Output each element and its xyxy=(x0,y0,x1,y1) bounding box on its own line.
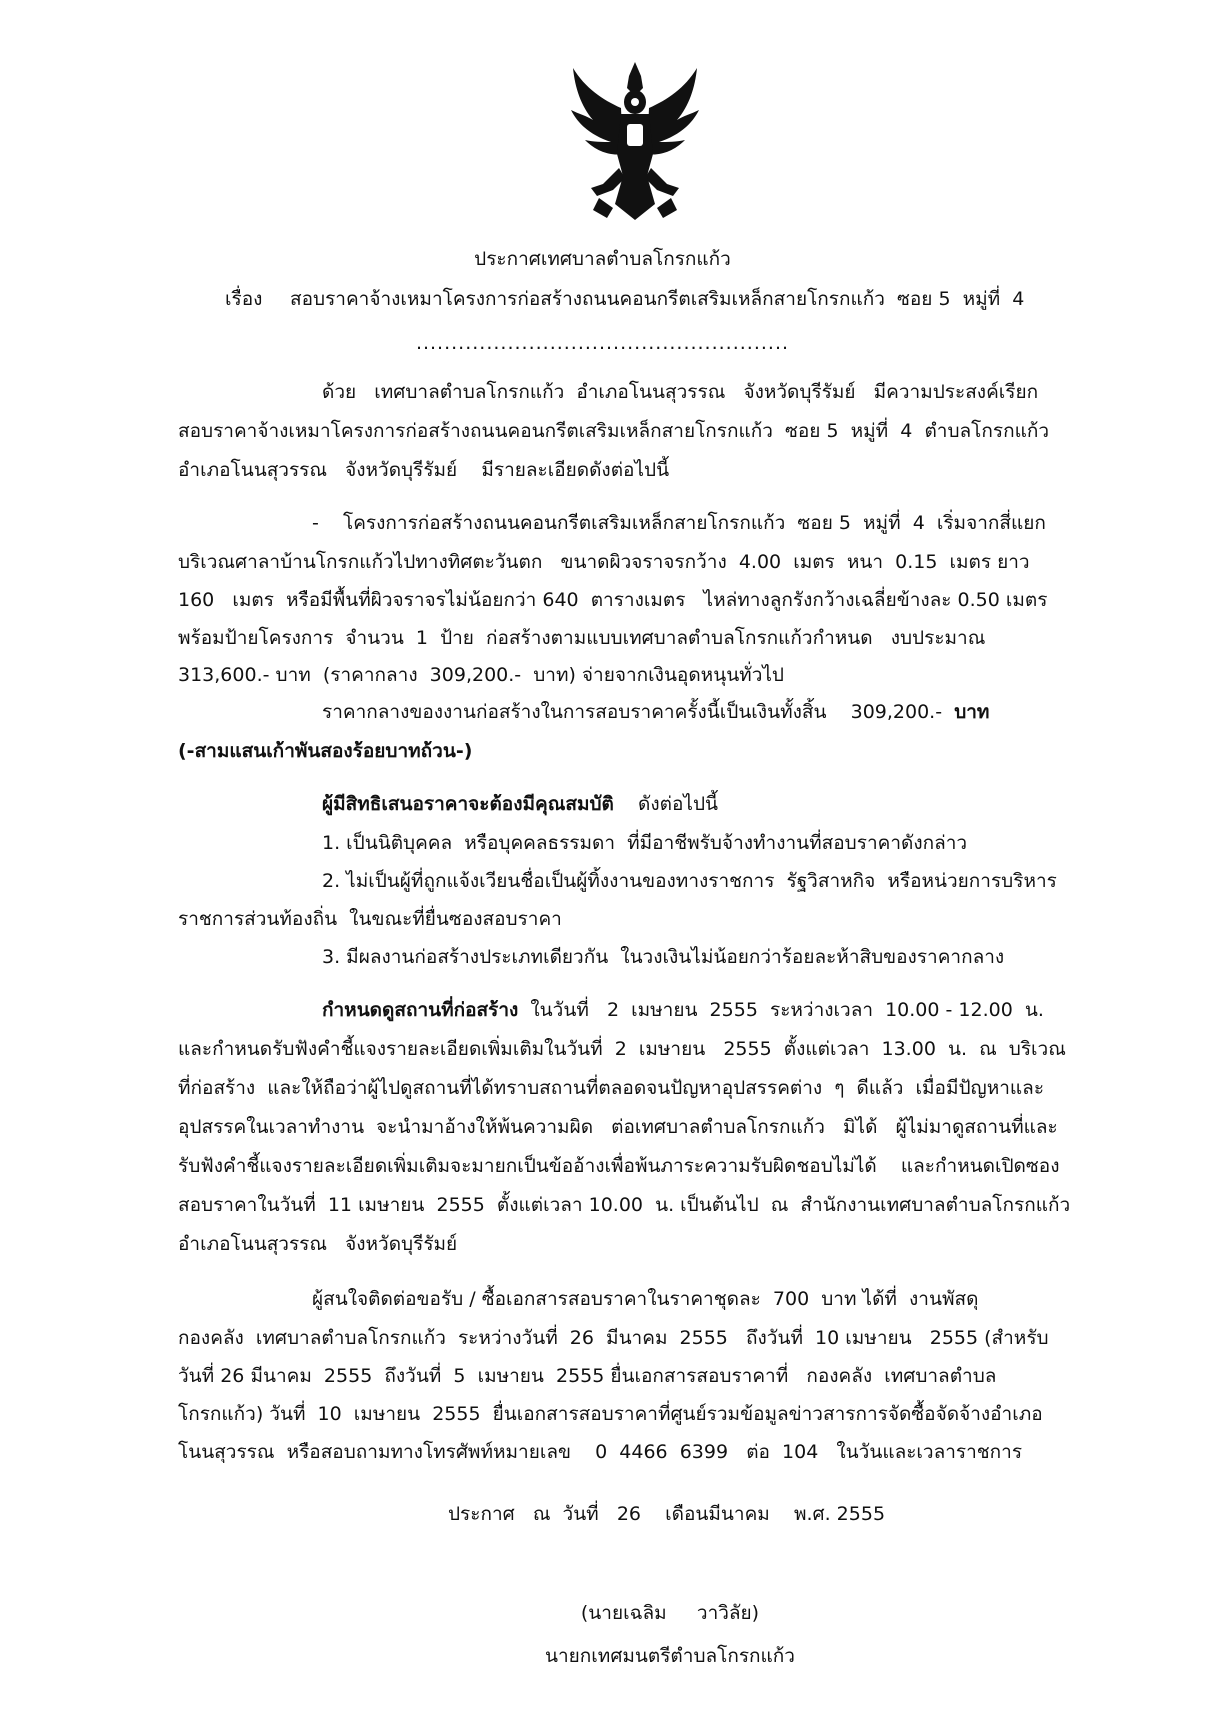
documents-line: โนนสุวรรณ หรือสอบถามทางโทรศัพท์หมายเลข 0 4466 6399 ต่อ 104 ในวันและเวลาราชการ xyxy=(178,1441,1023,1463)
qualifications-heading-line xyxy=(322,795,718,814)
site-visit-first-tail: ในวันที่ 2 เมษายน 2555 ระหว่างเวลา 10.00 - 12.00 น. xyxy=(530,999,1044,1021)
intro-line: ด้วย เทศบาลตำบลโกรกแก้ว อำเภอโนนสุวรรณ จังหวัดบุรีรัมย์ มีความประสงค์เรียก xyxy=(322,381,1039,403)
announce-date: ประกาศ ณ วันที่ 26 เดือนมีนาคม พ.ศ. 2555 xyxy=(448,1503,886,1525)
median-price-line xyxy=(322,703,989,722)
qualifications-heading: ผู้มีสิทธิเสนอราคาจะต้องมีคุณสมบัติ xyxy=(322,793,614,815)
qualification-item: 1. เป็นนิติบุคคล หรือบุคคลธรรมดา ที่มีอาชีพรับจ้างทำงานที่สอบราคาดังกล่าว xyxy=(322,832,968,854)
intro-line: อำเภอโนนสุวรรณ จังหวัดบุรีรัมย์ มีรายละเอียดดังต่อไปนี้ xyxy=(178,459,670,481)
site-visit-heading: กำหนดดูสถานที่ก่อสร้าง xyxy=(322,999,519,1021)
project-line: พร้อมป้ายโครงการ จำนวน 1 ป้าย ก่อสร้างตามแบบเทศบาลตำบลโกรกแก้วกำหนด งบประมาณ xyxy=(178,627,986,649)
subject-label: เรื่อง xyxy=(225,288,263,310)
site-visit-first-line xyxy=(322,1001,1044,1020)
median-price-text: ราคากลางของงานก่อสร้างในการสอบราคาครั้งนี้เป็นเงินทั้งสิ้น 309,200.- xyxy=(322,701,943,723)
page-title: ประกาศเทศบาลตำบลโกรกแก้ว xyxy=(474,248,731,270)
qualification-item: 3. มีผลงานก่อสร้างประเภทเดียวกัน ในวงเงินไม่น้อยกว่าร้อยละห้าสิบของราคากลาง xyxy=(322,946,1005,968)
documents-line: ผู้สนใจติดต่อขอรับ / ซื้อเอกสารสอบราคาในราคาชุดละ 700 บาท ได้ที่ งานพัสดุ xyxy=(312,1288,979,1310)
qualifications-heading-tail: ดังต่อไปนี้ xyxy=(638,793,719,815)
documents-line: โกรกแก้ว) วันที่ 10 เมษายน 2555 ยื่นเอกสารสอบราคาที่ศูนย์รวมข้อมูลข่าวสารการจัดซื้อจัดจ้างอำเภอ xyxy=(178,1403,1043,1425)
signatory-position: นายกเทศมนตรีตำบลโกรกแก้ว xyxy=(545,1645,795,1667)
site-visit-line: อุปสรรคในเวลาทำงาน จะนำมาอ้างให้พ้นความผิด ต่อเทศบาลตำบลโกรกแก้ว มิได้ ผู้ไม่มาดูสถานที่และ xyxy=(178,1116,1058,1138)
documents-line: วันที่ 26 มีนาคม 2555 ถึงวันที่ 5 เมษายน 2555 ยื่นเอกสารสอบราคาที่ กองคลัง เทศบาลตำบล xyxy=(178,1365,997,1387)
median-price-words: (-สามแสนเก้าพันสองร้อยบาทถ้วน-) xyxy=(178,740,473,762)
project-line: บริเวณศาลาบ้านโกรกแก้วไปทางทิศตะวันตก ขนาดผิวจราจรกว้าง 4.00 เมตร หนา 0.15 เมตร ยาว xyxy=(178,551,1030,573)
site-visit-line: และกำหนดรับฟังคำชี้แจงรายละเอียดเพิ่มเติมในวันที่ 2 เมษายน 2555 ตั้งแต่เวลา 13.00 น. ณ บริเวณ xyxy=(178,1038,1066,1060)
title-divider: ..................................................... xyxy=(415,332,790,354)
intro-line: สอบราคาจ้างเหมาโครงการก่อสร้างถนนคอนกรีตเสริมเหล็กสายโกรกแก้ว ซอย 5 หมู่ที่ 4 ตำบลโกรกแก้ว xyxy=(178,420,1050,442)
qualification-item: ราชการส่วนท้องถิ่น ในขณะที่ยื่นซองสอบราคา xyxy=(178,908,562,930)
garuda-emblem-icon xyxy=(563,58,708,230)
project-line: 313,600.- บาท (ราคากลาง 309,200.- บาท) จ่ายจากเงินอุดหนุนทั่วไป xyxy=(178,664,784,686)
site-visit-line: ที่ก่อสร้าง และให้ถือว่าผู้ไปดูสถานที่ได้ทราบสถานที่ตลอดจนปัญหาอุปสรรคต่าง ๆ ดีแล้ว เมื่อมีปัญหาและ xyxy=(178,1077,1045,1099)
qualification-item: 2. ไม่เป็นผู้ที่ถูกแจ้งเวียนชื่อเป็นผู้ทิ้งงานของทางราชการ รัฐวิสาหกิจ หรือหน่วยการบริหาร xyxy=(322,870,1057,892)
site-visit-line: อำเภอโนนสุวรรณ จังหวัดบุรีรัมย์ xyxy=(178,1233,458,1255)
median-price-unit: บาท xyxy=(954,701,990,723)
site-visit-line: รับฟังคำชี้แจงรายละเอียดเพิ่มเติมจะมายกเป็นข้ออ้างเพื่อพ้นภาระความรับผิดชอบไม่ได้ และกำหนดเปิดซอง xyxy=(178,1155,1060,1177)
project-line: - โครงการก่อสร้างถนนคอนกรีตเสริมเหล็กสายโกรกแก้ว ซอย 5 หมู่ที่ 4 เริ่มจากสี่แยก xyxy=(312,512,1046,534)
documents-line: กองคลัง เทศบาลตำบลโกรกแก้ว ระหว่างวันที่ 26 มีนาคม 2555 ถึงวันที่ 10 เมษายน 2555 (สำหรับ xyxy=(178,1327,1049,1349)
subject-text: สอบราคาจ้างเหมาโครงการก่อสร้างถนนคอนกรีตเสริมเหล็กสายโกรกแก้ว ซอย 5 หมู่ที่ 4 xyxy=(290,288,1025,310)
project-line: 160 เมตร หรือมีพื้นที่ผิวจราจรไม่น้อยกว่า 640 ตารางเมตร ไหล่ทางลูกรังกว้างเฉลี่ยข้างละ 0.50 เมตร xyxy=(178,589,1048,611)
signatory-name: (นายเฉลิม วาวิลัย) xyxy=(580,1602,760,1624)
site-visit-line: สอบราคาในวันที่ 11 เมษายน 2555 ตั้งแต่เวลา 10.00 น. เป็นต้นไป ณ สำนักงานเทศบาลตำบลโกรกแก้ว xyxy=(178,1194,1071,1216)
